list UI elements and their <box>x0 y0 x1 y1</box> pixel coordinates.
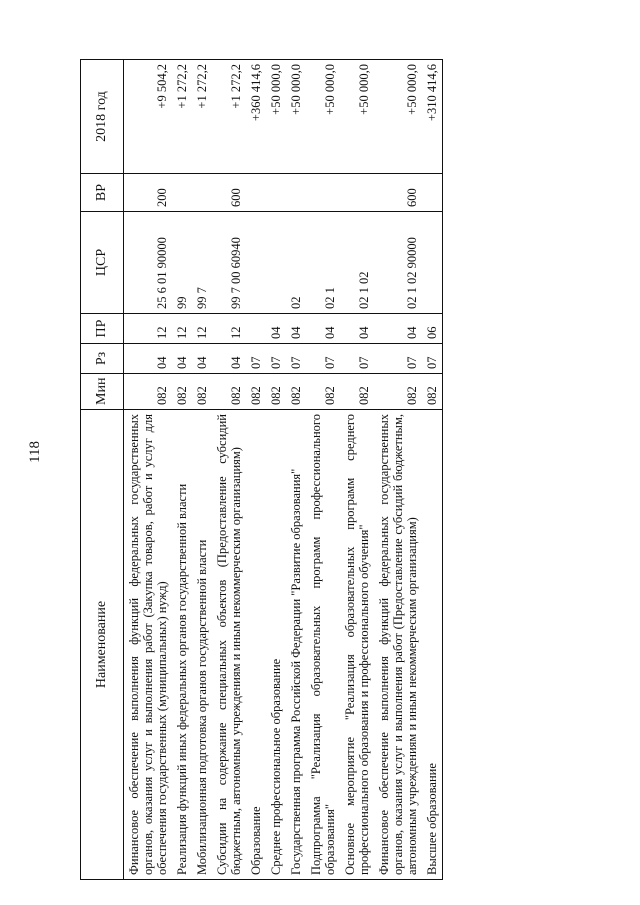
cell-name: Образование <box>246 410 266 880</box>
cell-min: 082 <box>266 374 286 410</box>
table-row <box>212 60 246 880</box>
table-row <box>172 60 192 880</box>
cell-vr <box>172 174 192 212</box>
cell-pr: 04 <box>266 314 286 344</box>
cell-min: 082 <box>172 374 192 410</box>
cell-vr <box>286 174 306 212</box>
cell-vr <box>246 174 266 212</box>
cell-rz: 07 <box>286 344 306 374</box>
cell-vr: 200 <box>124 174 173 212</box>
header-row <box>81 60 124 880</box>
cell-csr: 02 1 02 90000 <box>374 212 422 314</box>
cell-amount: +50 000,0 <box>374 60 422 174</box>
table-row <box>192 60 212 880</box>
cell-rz: 04 <box>192 344 212 374</box>
table-row <box>374 60 422 880</box>
cell-amount: +50 000,0 <box>266 60 286 174</box>
cell-rz: 07 <box>340 344 374 374</box>
cell-rz: 07 <box>266 344 286 374</box>
cell-name: Среднее профессиональное образование <box>266 410 286 880</box>
cell-rz: 07 <box>306 344 340 374</box>
cell-min: 082 <box>286 374 306 410</box>
cell-csr: 99 7 00 60940 <box>212 212 246 314</box>
cell-pr: 12 <box>124 314 173 344</box>
rotated-table-container <box>80 60 605 880</box>
cell-amount: +360 414,6 <box>246 60 266 174</box>
header-vr: ВР <box>81 174 124 212</box>
cell-name: Финансовое обеспечение выполнения функций федеральных государственных органов, оказания услуг и выполнения работ (Предоставление субсидий бюджетным, автономным учреждениям и иным некоммерческим организациям) <box>374 410 422 880</box>
table-row <box>266 60 286 880</box>
cell-min: 082 <box>246 374 266 410</box>
table-row <box>124 60 173 880</box>
table-row <box>422 60 443 880</box>
cell-vr <box>306 174 340 212</box>
cell-name: Основное мероприятие "Реализация образовательных программ среднего профессионального образования и профессионального обучения" <box>340 410 374 880</box>
cell-min: 082 <box>306 374 340 410</box>
cell-name: Финансовое обеспечение выполнения функций федеральных государственных органов, оказания услуг и выполнения работ (Закупка товаров, работ и услуг для обеспечения государственных (муниципальных) нужд) <box>124 410 173 880</box>
cell-name: Государственная программа Российской Федерации "Развитие образования" <box>286 410 306 880</box>
cell-pr: 04 <box>286 314 306 344</box>
header-rz: Рз <box>81 344 124 374</box>
header-csr: ЦСР <box>81 212 124 314</box>
cell-vr <box>340 174 374 212</box>
page-number: 118 <box>27 441 43 463</box>
cell-amount: +50 000,0 <box>286 60 306 174</box>
cell-rz: 04 <box>212 344 246 374</box>
cell-csr: 02 1 02 <box>340 212 374 314</box>
header-min: Мин <box>81 374 124 410</box>
cell-csr: 02 <box>286 212 306 314</box>
cell-vr: 600 <box>212 174 246 212</box>
cell-pr: 12 <box>192 314 212 344</box>
table-row <box>246 60 266 880</box>
cell-amount: +50 000,0 <box>340 60 374 174</box>
cell-csr <box>266 212 286 314</box>
table-row <box>340 60 374 880</box>
cell-name: Подпрограмма "Реализация образовательных программ профессионального образования" <box>306 410 340 880</box>
cell-pr: 06 <box>422 314 443 344</box>
cell-vr <box>192 174 212 212</box>
cell-rz: 07 <box>246 344 266 374</box>
cell-amount: +50 000,0 <box>306 60 340 174</box>
cell-rz: 07 <box>374 344 422 374</box>
cell-rz: 04 <box>124 344 173 374</box>
cell-vr <box>266 174 286 212</box>
cell-vr: 600 <box>374 174 422 212</box>
cell-min: 082 <box>340 374 374 410</box>
cell-csr: 99 <box>172 212 192 314</box>
cell-name: Высшее образование <box>422 410 443 880</box>
cell-amount: +9 504,2 <box>124 60 173 174</box>
header-year: 2018 год <box>81 60 124 174</box>
budget-table <box>80 59 443 880</box>
cell-csr <box>422 212 443 314</box>
header-pr: ПР <box>81 314 124 344</box>
cell-name: Мобилизационная подготовка органов государственной власти <box>192 410 212 880</box>
cell-min: 082 <box>212 374 246 410</box>
cell-pr <box>246 314 266 344</box>
cell-pr: 04 <box>340 314 374 344</box>
cell-pr: 04 <box>306 314 340 344</box>
cell-min: 082 <box>124 374 173 410</box>
cell-min: 082 <box>422 374 443 410</box>
cell-vr <box>422 174 443 212</box>
cell-csr: 25 6 01 90000 <box>124 212 173 314</box>
cell-name: Реализация функций иных федеральных органов государственной власти <box>172 410 192 880</box>
cell-amount: +310 414,6 <box>422 60 443 174</box>
cell-csr: 99 7 <box>192 212 212 314</box>
cell-amount: +1 272,2 <box>192 60 212 174</box>
cell-rz: 04 <box>172 344 192 374</box>
cell-name: Субсидии на содержание специальных объектов (Предоставление субсидий бюджетным, автономным учреждениям и иным некоммерческим организациям) <box>212 410 246 880</box>
cell-amount: +1 272,2 <box>212 60 246 174</box>
cell-csr: 02 1 <box>306 212 340 314</box>
table-row <box>306 60 340 880</box>
cell-amount: +1 272,2 <box>172 60 192 174</box>
cell-pr: 04 <box>374 314 422 344</box>
table-row <box>286 60 306 880</box>
cell-csr <box>246 212 266 314</box>
cell-min: 082 <box>374 374 422 410</box>
cell-pr: 12 <box>212 314 246 344</box>
cell-pr: 12 <box>172 314 192 344</box>
cell-rz: 07 <box>422 344 443 374</box>
header-name: Наименование <box>81 410 124 880</box>
cell-min: 082 <box>192 374 212 410</box>
